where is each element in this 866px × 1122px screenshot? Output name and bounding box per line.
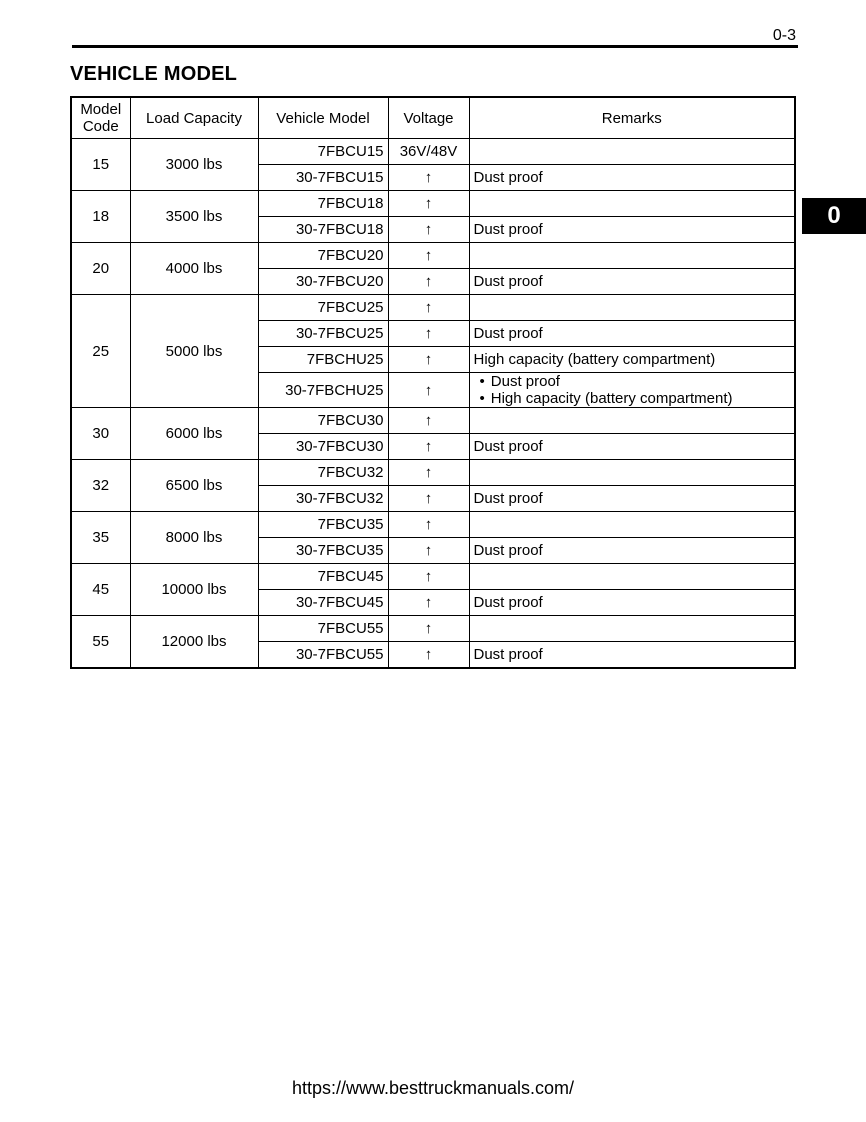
header-vehicle-model: Vehicle Model bbox=[258, 97, 388, 139]
voltage-cell: ↑ bbox=[388, 460, 469, 486]
voltage-cell: ↑ bbox=[388, 243, 469, 269]
model-code-cell: 32 bbox=[71, 460, 130, 512]
voltage-cell: ↑ bbox=[388, 486, 469, 512]
voltage-cell: ↑ bbox=[388, 347, 469, 373]
vehicle-model-cell: 7FBCU18 bbox=[258, 191, 388, 217]
vehicle-model-cell: 7FBCU25 bbox=[258, 295, 388, 321]
table-row bbox=[71, 616, 795, 642]
vehicle-model-cell: 30-7FBCU45 bbox=[258, 590, 388, 616]
model-code-cell: 15 bbox=[71, 139, 130, 191]
table-header-row bbox=[71, 97, 795, 139]
header-model-code bbox=[71, 97, 130, 139]
voltage-cell: ↑ bbox=[388, 321, 469, 347]
load-capacity-cell: 5000 lbs bbox=[130, 295, 258, 408]
remarks-cell bbox=[469, 460, 795, 486]
model-code-cell: 35 bbox=[71, 512, 130, 564]
voltage-cell: 36V/48V bbox=[388, 139, 469, 165]
remarks-cell bbox=[469, 139, 795, 165]
vehicle-model-cell: 30-7FBCU20 bbox=[258, 269, 388, 295]
remarks-cell bbox=[469, 243, 795, 269]
voltage-cell: ↑ bbox=[388, 295, 469, 321]
table-body bbox=[71, 139, 795, 669]
load-capacity-cell: 12000 lbs bbox=[130, 616, 258, 669]
vehicle-model-cell: 30-7FBCU55 bbox=[258, 642, 388, 669]
vehicle-model-cell: 30-7FBCU30 bbox=[258, 434, 388, 460]
remarks-cell: Dust proof bbox=[469, 642, 795, 669]
voltage-cell: ↑ bbox=[388, 590, 469, 616]
table-row bbox=[71, 139, 795, 165]
voltage-cell: ↑ bbox=[388, 538, 469, 564]
voltage-cell: ↑ bbox=[388, 512, 469, 538]
vehicle-model-cell: 7FBCU35 bbox=[258, 512, 388, 538]
load-capacity-cell: 8000 lbs bbox=[130, 512, 258, 564]
model-code-cell: 18 bbox=[71, 191, 130, 243]
remarks-cell: Dust proof bbox=[469, 434, 795, 460]
load-capacity-cell: 3500 lbs bbox=[130, 191, 258, 243]
footer-url: https://www.besttruckmanuals.com/ bbox=[291, 1078, 575, 1098]
vehicle-model-cell: 7FBCU15 bbox=[258, 139, 388, 165]
header-model-code-label: Model Code bbox=[80, 101, 122, 135]
table-row bbox=[71, 460, 795, 486]
vehicle-model-cell: 30-7FBCU25 bbox=[258, 321, 388, 347]
vehicle-model-cell: 7FBCU45 bbox=[258, 564, 388, 590]
vehicle-model-cell: 30-7FBCU18 bbox=[258, 217, 388, 243]
remarks-cell bbox=[469, 512, 795, 538]
table-row bbox=[71, 564, 795, 590]
load-capacity-cell: 3000 lbs bbox=[130, 139, 258, 191]
vehicle-model-table bbox=[70, 96, 796, 669]
page-number: 0-3 bbox=[772, 27, 796, 44]
remarks-cell: Dust proof bbox=[469, 590, 795, 616]
voltage-cell: ↑ bbox=[388, 434, 469, 460]
vehicle-model-cell: 7FBCU32 bbox=[258, 460, 388, 486]
voltage-cell: ↑ bbox=[388, 408, 469, 434]
voltage-cell: ↑ bbox=[388, 373, 469, 408]
table-row bbox=[71, 243, 795, 269]
remarks-cell: Dust proof bbox=[469, 486, 795, 512]
voltage-cell: ↑ bbox=[388, 642, 469, 669]
vehicle-model-cell: 30-7FBCU35 bbox=[258, 538, 388, 564]
model-code-cell: 20 bbox=[71, 243, 130, 295]
remarks-cell bbox=[469, 373, 795, 408]
voltage-cell: ↑ bbox=[388, 217, 469, 243]
remarks-cell bbox=[469, 191, 795, 217]
vehicle-model-cell: 30-7FBCU15 bbox=[258, 165, 388, 191]
remarks-cell: Dust proof bbox=[469, 321, 795, 347]
remarks-bullet-item: • High capacity (battery compartment) bbox=[480, 390, 791, 407]
remarks-bullet-item: • Dust proof bbox=[480, 373, 791, 390]
vehicle-model-cell: 7FBCU30 bbox=[258, 408, 388, 434]
table-row bbox=[71, 295, 795, 321]
voltage-cell: ↑ bbox=[388, 564, 469, 590]
load-capacity-cell: 10000 lbs bbox=[130, 564, 258, 616]
table-row bbox=[71, 512, 795, 538]
voltage-cell: ↑ bbox=[388, 616, 469, 642]
voltage-cell: ↑ bbox=[388, 269, 469, 295]
load-capacity-cell: 6000 lbs bbox=[130, 408, 258, 460]
vehicle-model-cell: 30-7FBCU32 bbox=[258, 486, 388, 512]
load-capacity-cell: 4000 lbs bbox=[130, 243, 258, 295]
model-code-cell: 45 bbox=[71, 564, 130, 616]
header-load-capacity: Load Capacity bbox=[130, 97, 258, 139]
load-capacity-cell: 6500 lbs bbox=[130, 460, 258, 512]
header-remarks: Remarks bbox=[469, 97, 795, 139]
chapter-tab: 0 bbox=[802, 198, 866, 234]
vehicle-model-cell: 30-7FBCHU25 bbox=[258, 373, 388, 408]
remarks-cell bbox=[469, 564, 795, 590]
remarks-cell: Dust proof bbox=[469, 217, 795, 243]
table-row bbox=[71, 191, 795, 217]
voltage-cell: ↑ bbox=[388, 165, 469, 191]
model-code-cell: 25 bbox=[71, 295, 130, 408]
remarks-cell: Dust proof bbox=[469, 165, 795, 191]
vehicle-model-cell: 7FBCU55 bbox=[258, 616, 388, 642]
header-rule bbox=[72, 45, 798, 48]
remarks-cell: Dust proof bbox=[469, 269, 795, 295]
remarks-bullet-list bbox=[474, 373, 791, 407]
model-code-cell: 30 bbox=[71, 408, 130, 460]
model-code-cell: 55 bbox=[71, 616, 130, 669]
remarks-cell: High capacity (battery compartment) bbox=[469, 347, 795, 373]
remarks-cell: Dust proof bbox=[469, 538, 795, 564]
vehicle-model-cell: 7FBCHU25 bbox=[258, 347, 388, 373]
section-title: VEHICLE MODEL bbox=[70, 63, 238, 85]
remarks-cell bbox=[469, 408, 795, 434]
vehicle-model-cell: 7FBCU20 bbox=[258, 243, 388, 269]
remarks-cell bbox=[469, 295, 795, 321]
voltage-cell: ↑ bbox=[388, 191, 469, 217]
remarks-cell bbox=[469, 616, 795, 642]
table-row bbox=[71, 408, 795, 434]
header-voltage: Voltage bbox=[388, 97, 469, 139]
